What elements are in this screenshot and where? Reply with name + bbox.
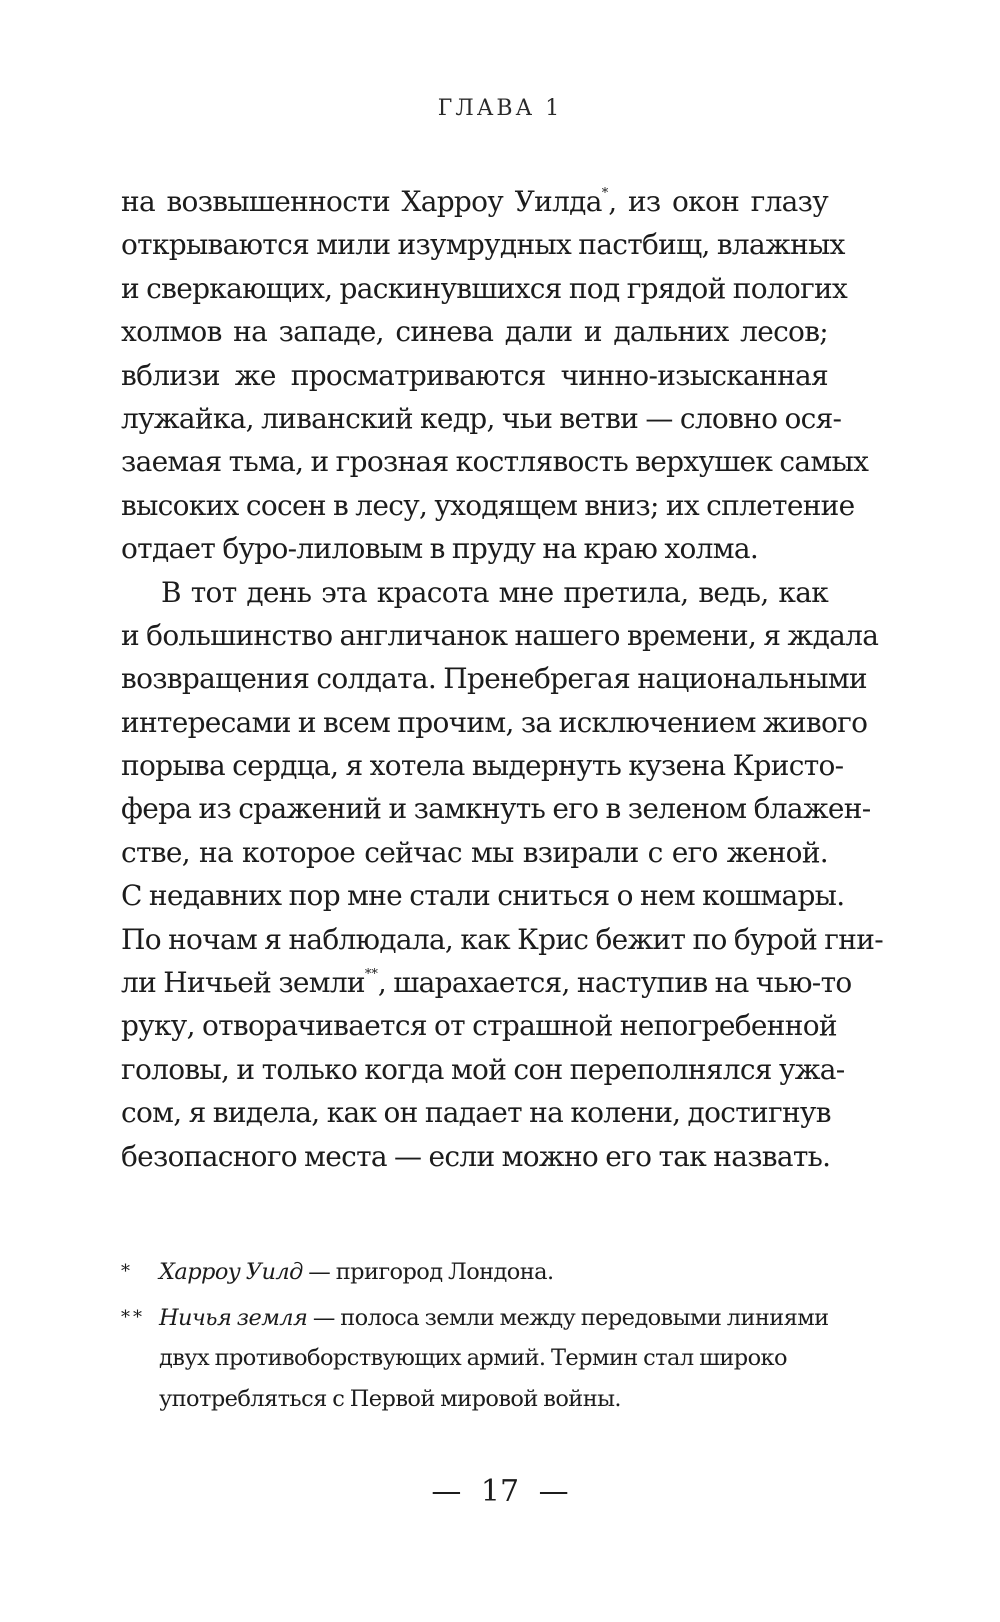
text-line: интересами и всем прочим, за исключением живого (121, 705, 868, 739)
footnote-text: — пригород Лондона. (302, 1259, 554, 1285)
text-line: По ночам я наблюдала, как Крис бежит по бурой гни- (121, 922, 883, 956)
text-line: открываются мили изумрудных пастбищ, влажных (121, 228, 845, 262)
text-line: безопасного места — если можно его так назвать. (121, 1139, 831, 1173)
running-head: ГЛАВА 1 (437, 96, 563, 121)
footnotes (121, 1252, 828, 1419)
footnote-1 (121, 1252, 828, 1293)
text-line: заемая тьма, и грозная костлявость верхушек самых (121, 445, 869, 479)
footnote-text: — полоса земли между передовыми линиями (307, 1304, 829, 1331)
footnote-text: употребляться с Первой мировой войны. (159, 1385, 621, 1412)
footnote-marker: * (121, 1261, 133, 1282)
text-line: головы, и только когда мой сон переполнялся ужа- (121, 1052, 845, 1086)
text-line: на возвышенности Харроу Уилда*, из окон глазу (121, 185, 828, 218)
text-line: сом, я видела, как он падает на колени, достигнув (121, 1096, 831, 1130)
footnote-2 (121, 1298, 828, 1420)
text-line: отдает буро-лиловым в пруду на краю холма. (121, 532, 759, 566)
page-number: — 17 — (431, 1474, 569, 1509)
text-line: лужайка, ливанский кедр, чьи ветви — словно ося- (121, 401, 842, 435)
text-line: стве, на которое сейчас мы взирали с его женой. (121, 835, 828, 869)
text-line: руку, отворачивается от страшной непогребенной (121, 1009, 837, 1043)
body-text (121, 180, 883, 1178)
text-line: ли Ничьей земли**, шарахается, наступив на чью-то (121, 966, 852, 1000)
footnote-marker: ** (121, 1306, 145, 1328)
footnote-term: Харроу Уилд (159, 1259, 303, 1285)
text-line: С недавних пор мне стали сниться о нем кошмары. (121, 879, 845, 913)
footnote-ref-2[interactable]: ** (364, 967, 378, 983)
text-line: и сверкающих, раскинувшихся под грядой пологих (121, 271, 848, 305)
text-line: холмов на западе, синева дали и дальних лесов; (121, 315, 828, 349)
text-line: возвращения солдата. Пренебрегая национальными (121, 662, 867, 696)
text-line: и большинство англичанок нашего времени, я ждала (121, 618, 879, 652)
paragraph-start-line: В тот день эта красота мне претила, ведь, как (161, 575, 828, 609)
text-line: вблизи же просматриваются чинно-изысканная (121, 358, 828, 392)
text-line: высоких сосен в лесу, уходящем вниз; их сплетение (121, 488, 855, 522)
footnote-ref-1[interactable]: * (601, 186, 609, 201)
text-line: порыва сердца, я хотела выдернуть кузена Кристо- (121, 749, 844, 783)
footnote-term: Ничья земля (159, 1304, 308, 1331)
text-line: фера из сражений и замкнуть его в зеленом блажен- (121, 792, 871, 826)
footnote-text: двух противоборствующих армий. Термин стал широко (159, 1345, 787, 1371)
